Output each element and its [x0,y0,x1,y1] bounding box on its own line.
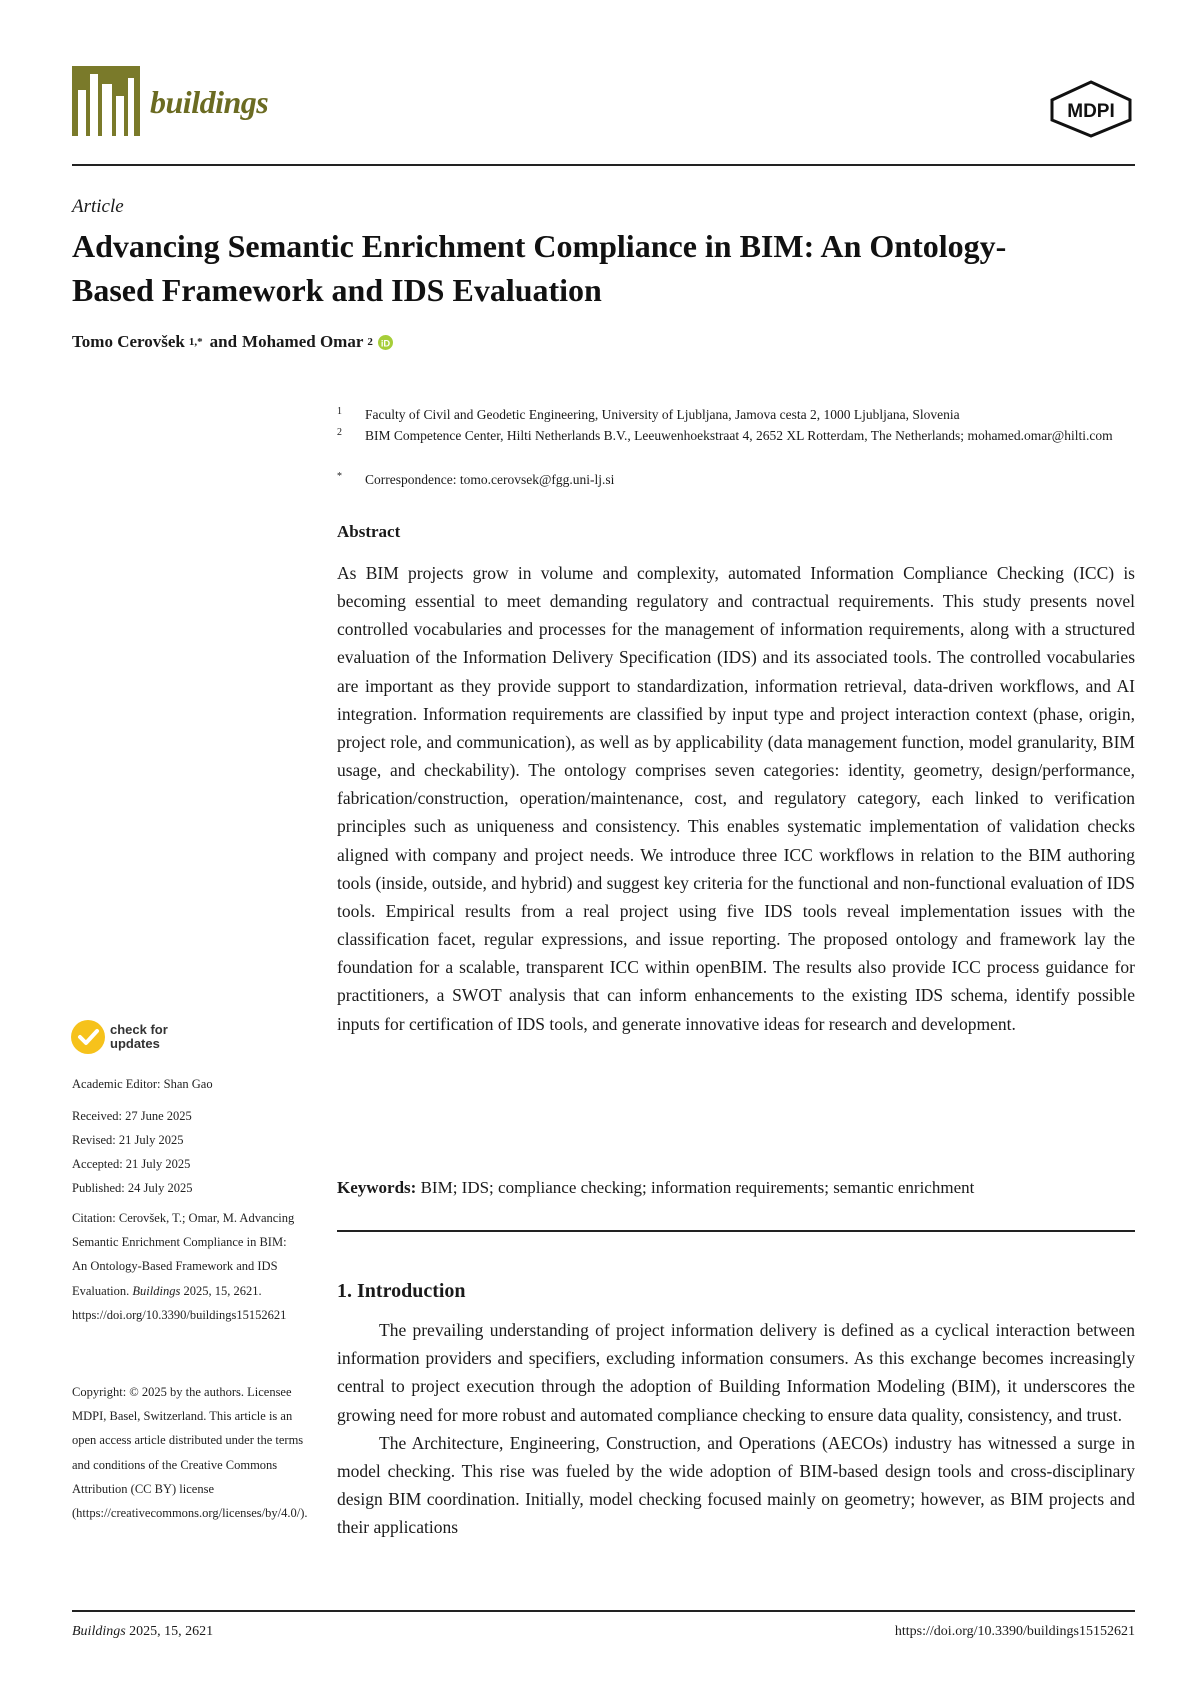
author-affil-ref: 2 [367,336,373,348]
affiliation-text: Faculty of Civil and Geodetic Engineering, University of Ljubljana, Jamova cesta 2, 1000 Ljubljana, Slovenia [365,407,960,422]
affiliation-number: * [337,471,342,482]
check-updates-line2: updates [110,1036,160,1051]
abstract-heading: Abstract [337,522,401,541]
author-name[interactable]: Tomo Cerovšek [72,332,185,351]
date-received: Received: 27 June 2025 [72,1109,192,1123]
academic-editor: Academic Editor: Shan Gao [72,1077,213,1091]
footer-volume: 2025, 15, 2621 [129,1624,214,1639]
svg-text:MDPI: MDPI [1067,101,1115,122]
author-joiner: and [209,332,238,351]
check-updates-line1: check for [110,1022,168,1037]
citation-journal: Buildings [132,1283,181,1298]
correspondence-text: Correspondence: tomo.cerovsek@fgg.uni-lj.si [365,472,615,487]
citation-prefix: Citation: Cerovšek, T.; Omar, M. Advancing Semantic Enrichment Compliance in BIM: An Ontology-Based Framework and IDS Evaluation. [72,1211,295,1298]
copyright-notice: Copyright: © 2025 by the authors. Licensee MDPI, Basel, Switzerland. This article is an open access article distributed under the terms and conditions of the Creative Commons Attribution (CC BY) license (https://creativecommons.org/licenses/by/4.0/). [72,1385,308,1521]
affiliation-2 [337,425,1137,467]
author-affil-ref: 1,* [188,336,203,348]
affiliation-number: 2 [337,427,342,438]
orcid-icon[interactable] [378,335,393,350]
keywords-text: BIM; IDS; compliance checking; information requirements; semantic enrichment [420,1178,975,1197]
citation-suffix[interactable]: 2025, 15, 2621. https://doi.org/10.3390/buildings15152621 [72,1283,287,1322]
header-divider [72,164,1135,166]
correspondence [337,469,1137,490]
keywords [337,1178,1135,1198]
journal-name: buildings [150,84,269,120]
author-list [72,332,393,352]
article-type: Article [72,196,124,217]
paragraph: The Architecture, Engineering, Construction, and Operations (AECOs) industry has witnessed a surge in model checking. This rise was fueled by the wide adoption of BIM-based design tools and cross-disciplinary design BIM coordination. Initially, model checking focused mainly on geometry; however, as BIM projects and their applications [337,1432,1135,1538]
abstract-body: As BIM projects grow in volume and complexity, automated Information Compliance Checking (ICC) is becoming essential to meet demanding regulatory and contractual requirements. This study presents novel controlled vocabularies and processes for the management of information requirements, along with a structured evaluation of the Information Delivery Specification (IDS) and its associated tools. The controlled vocabularies are important as they provide support to standardization, information retrieval, data-driven workflows, and AI integration. Information requirements are classified by input type and project interaction context (phase, origin, project role, and communication), as well as by applicability (data management function, model granularity, BIM usage, and checkability). The ontology comprises seven categories: identity, geometry, design/performance, fabrication/construction, operation/maintenance, cost, and regulatory category, each linked to verification principles such as uniqueness and consistency. This enables systematic implementation of validation checks aligned with company and project needs. We introduce three ICC workflows in relation to the BIM authoring tools (inside, outside, and hybrid) and suggest key criteria for the functional and non-functional evaluation of IDS tools. Empirical results from a real project using five IDS tools reveal implementation issues with the classification facet, regular expressions, and issue reporting. The proposed ontology and framework lay the foundation for a scalable, transparent ICC within openBIM. The results also provide ICC process guidance for practitioners, a SWOT analysis that can inform enhancements to the existing IDS schema, identify possible inputs for certification of IDS tools, and generate innovative ideas for research and development. [337,563,1135,1034]
footer-journal: Buildings [72,1624,126,1639]
svg-text:iD: iD [380,337,391,348]
footer-divider [72,1610,1135,1612]
check-for-updates-button[interactable] [70,1018,178,1056]
affiliation-number: 1 [337,406,342,417]
buildings-logo-icon [72,66,140,136]
article-title: Advancing Semantic Enrichment Compliance in BIM: An Ontology-Based Framework and IDS Evaluation [72,228,1007,308]
author-name[interactable]: Mohamed Omar [242,332,364,351]
paragraph: The prevailing understanding of project information delivery is defined as a cyclical interaction between information providers and specifiers, excluding information consumers. As this exchange becomes increasingly central to project execution through the adoption of Building Information Modeling (BIM), it underscores the growing need for more robust and automated compliance checking to ensure data quality, consistency, and trust. [337,1320,1135,1425]
check-updates-icon [70,1019,106,1055]
section-heading-introduction: 1. Introduction [337,1280,466,1302]
date-revised: Revised: 21 July 2025 [72,1133,184,1147]
citation-block [72,1206,304,1327]
affiliation-1 [337,404,1137,425]
footer-doi-link[interactable]: https://doi.org/10.3390/buildings15152621 [894,1624,1135,1639]
date-published: Published: 24 July 2025 [72,1181,193,1195]
introduction-body [337,1316,1135,1542]
affiliation-text: BIM Competence Center, Hilti Netherlands B.V., Leeuwenhoekstraat 4, 2652 XL Rotterdam, The Netherlands; mohamed.omar@hilti.com [365,428,1113,443]
keywords-divider [337,1230,1135,1232]
date-accepted: Accepted: 21 July 2025 [72,1157,191,1171]
keywords-label: Keywords: [337,1178,417,1197]
mdpi-logo-icon [1046,80,1136,138]
footer-citation [72,1624,213,1640]
